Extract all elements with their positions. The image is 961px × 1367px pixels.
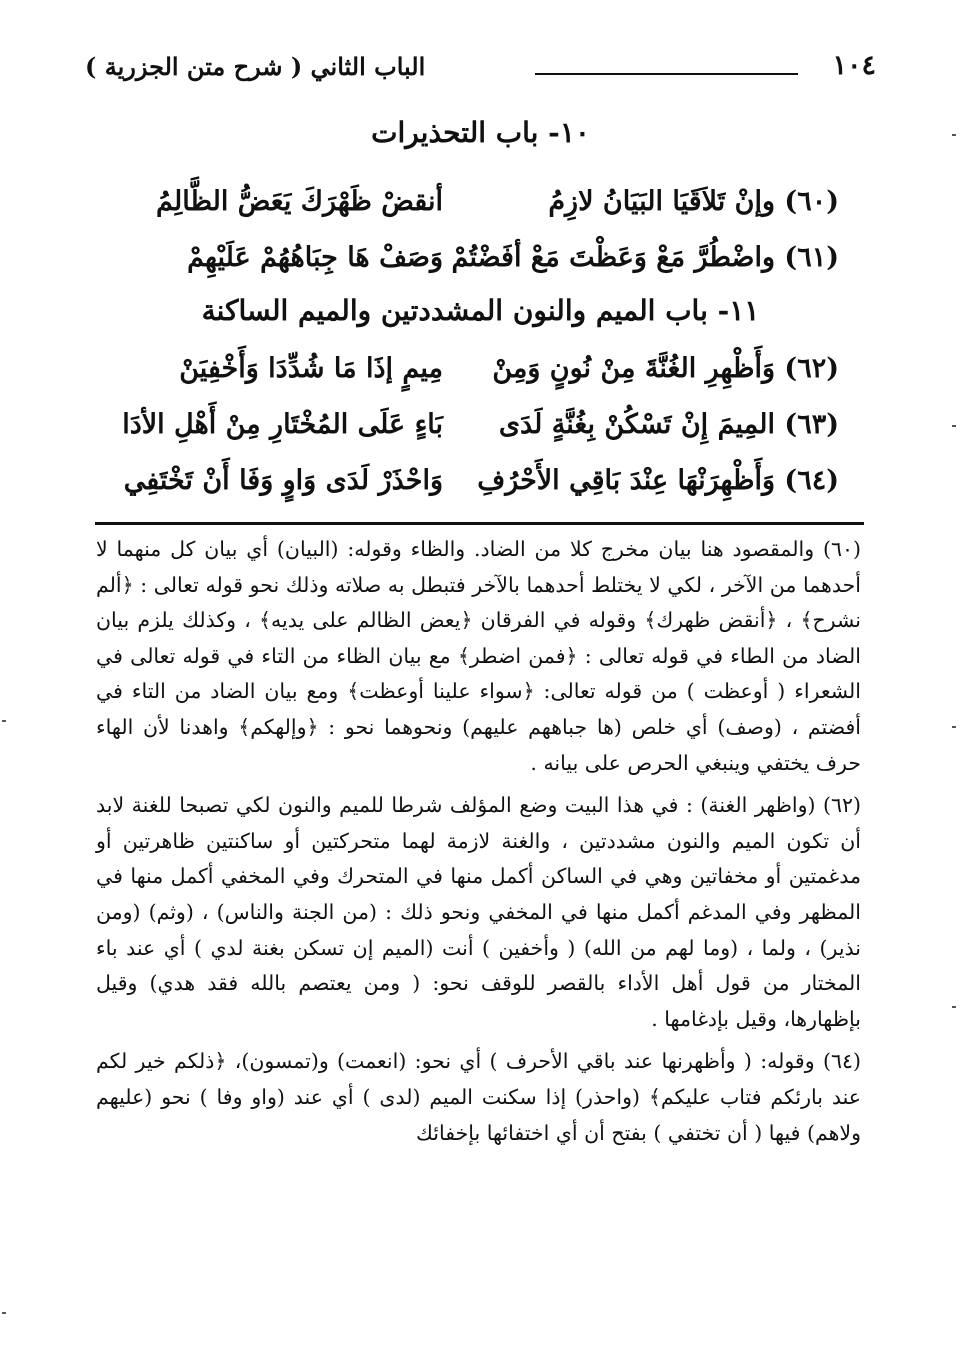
section-title-mim-nun: ١١- باب الميم والنون المشددتين والميم الساكنة: [201, 294, 760, 327]
verse-row: [0, 456, 961, 506]
running-title: الباب الثاني ( شرح متن الجزرية ): [85, 52, 426, 81]
verse-second-hemistich: مِيمٍ إذَا مَا شُدِّدَا وَأَخْفِيَنْ: [179, 353, 443, 384]
scan-margin-mark: [952, 726, 956, 728]
commentary-paragraph: (٦٤) وقوله: ( وأظهرنها عند باقي الأحرف ) أي نحو: (انعمت) و(تمسون)، ﴿ذلكم خير لكم عند بارئكم فتاب عليكم﴾ (واحذر) إذا سكنت الميم (لدى ) أي عند (واو وفا ) نحو (عليهم ولاهم) فيها ( أن تختفي ) بفتح أن أي اختفائها بإخفائك: [96, 1049, 861, 1145]
verse-first-hemistich: (٦٢) وَأَظْهِرِ الغُنَّةَ مِنْ نُونٍ وَمِنْ: [492, 353, 839, 384]
verse-row: [0, 344, 961, 394]
scan-margin-mark: [2, 720, 6, 722]
verse-first-hemistich: (٦٤) وَأَظْهِرَنْهَا عِنْدَ بَاقِي الأَحْرُفِ: [477, 465, 839, 496]
verse-first-hemistich: (٦١) واضْطُرَّ مَعْ وَعَظْتَ مَعْ أفَضْتُمْ: [451, 242, 839, 273]
scan-margin-mark: [952, 1006, 956, 1008]
verse-first-hemistich: (٦٠) وإنْ تَلاَقَيَا البَيَانُ لازِمُ: [548, 186, 839, 217]
commentary: [96, 532, 861, 1158]
verse-row: [0, 233, 961, 283]
scan-margin-mark: [952, 134, 956, 136]
verse-second-hemistich: وَصَفْ هَا جِبَاهُهُمْ عَلَيْهِمْ: [187, 242, 443, 273]
verse-row: [0, 400, 961, 450]
verse-second-hemistich: وَاحْذَرْ لَدَى وَاوٍ وَفَا أَنْ تَخْتَفِي: [123, 465, 443, 496]
page-header: [85, 44, 876, 88]
commentary-paragraph: (٦٢) (واظهر الغنة) : في هذا البيت وضع المؤلف شرطا للميم والنون لكي تصبحا للغنة لابد أن تكون الميم والنون مشددتين ، والغنة لازمة لهما متحركتين أو ساكنتين ظاهرتين أو مدغمتين أو مخفاتين وهي في الساكن أكمل منها في المتحرك وفي المخفي أكمل منها في المظهر وفي المدغم أكمل منها في المخفي ونحو ذلك : (من الجنة والناس) ، (وثم) (ومن نذير) ، ولما ، (وما لهم من الله) ( وأخفين ) أنت (الميم إن تسكن بغنة لدي ) أي عند باء المختار من قول أهل الأداء بالقصر للوقف نحو: ( ومن يعتصم بالله فقد هدي) وقيل بإظهارها، وقيل بإدغامها .: [96, 793, 861, 1031]
commentary-paragraph: (٦٠) والمقصود هنا بيان مخرج كلا من الضاد. والظاء وقوله: (البيان) أي بيان كل منهما لا أحدهما من الآخر ، لكي لا يختلط أحدهما بالآخر فتبطل به صلاته وذلك نحو قوله تعالى : ﴿ألم نشرح﴾ ، ﴿أنقض ظهرك﴾ وقوله في الفرقان ﴿يعض الظالم على يديه﴾ ، وكذلك يلزم بيان الضاد من الطاء في قوله تعالى : ﴿فمن اضطر﴾ مع بيان الظاء من التاء في قوله تعالى في الشعراء ( أوعظت ) من قوله تعالى: ﴿سواء علينا أوعظت﴾ ومع بيان الضاد من التاء في أفضتم ، (وصف) أي خلص (ها جباههم عليهم) ونحوهما نحو : ﴿وإلهكم﴾ واهدنا لأن الهاء حرف يختفي وينبغي الحرص على بيانه .: [96, 537, 861, 775]
verse-second-hemistich: أنقضْ ظَهْرَكَ يَعَضُّ الظَّالِمُ: [156, 186, 443, 217]
section-title-warnings: ١٠- باب التحذيرات: [371, 116, 590, 149]
header-rule: [535, 73, 798, 75]
scan-margin-mark: [952, 425, 956, 427]
commentary-divider: [95, 522, 864, 525]
verse-second-hemistich: بَاءٍ عَلَى المُخْتَارِ مِنْ أَهْلِ الأدَا: [122, 409, 443, 440]
verse-row: [0, 177, 961, 227]
verse-first-hemistich: (٦٣) المِيمَ إِنْ تَسْكُنْ بِغُنَّةٍ لَدَى: [498, 409, 839, 440]
scan-margin-mark: [2, 1312, 6, 1314]
page-number: ١٠٤: [832, 50, 876, 81]
